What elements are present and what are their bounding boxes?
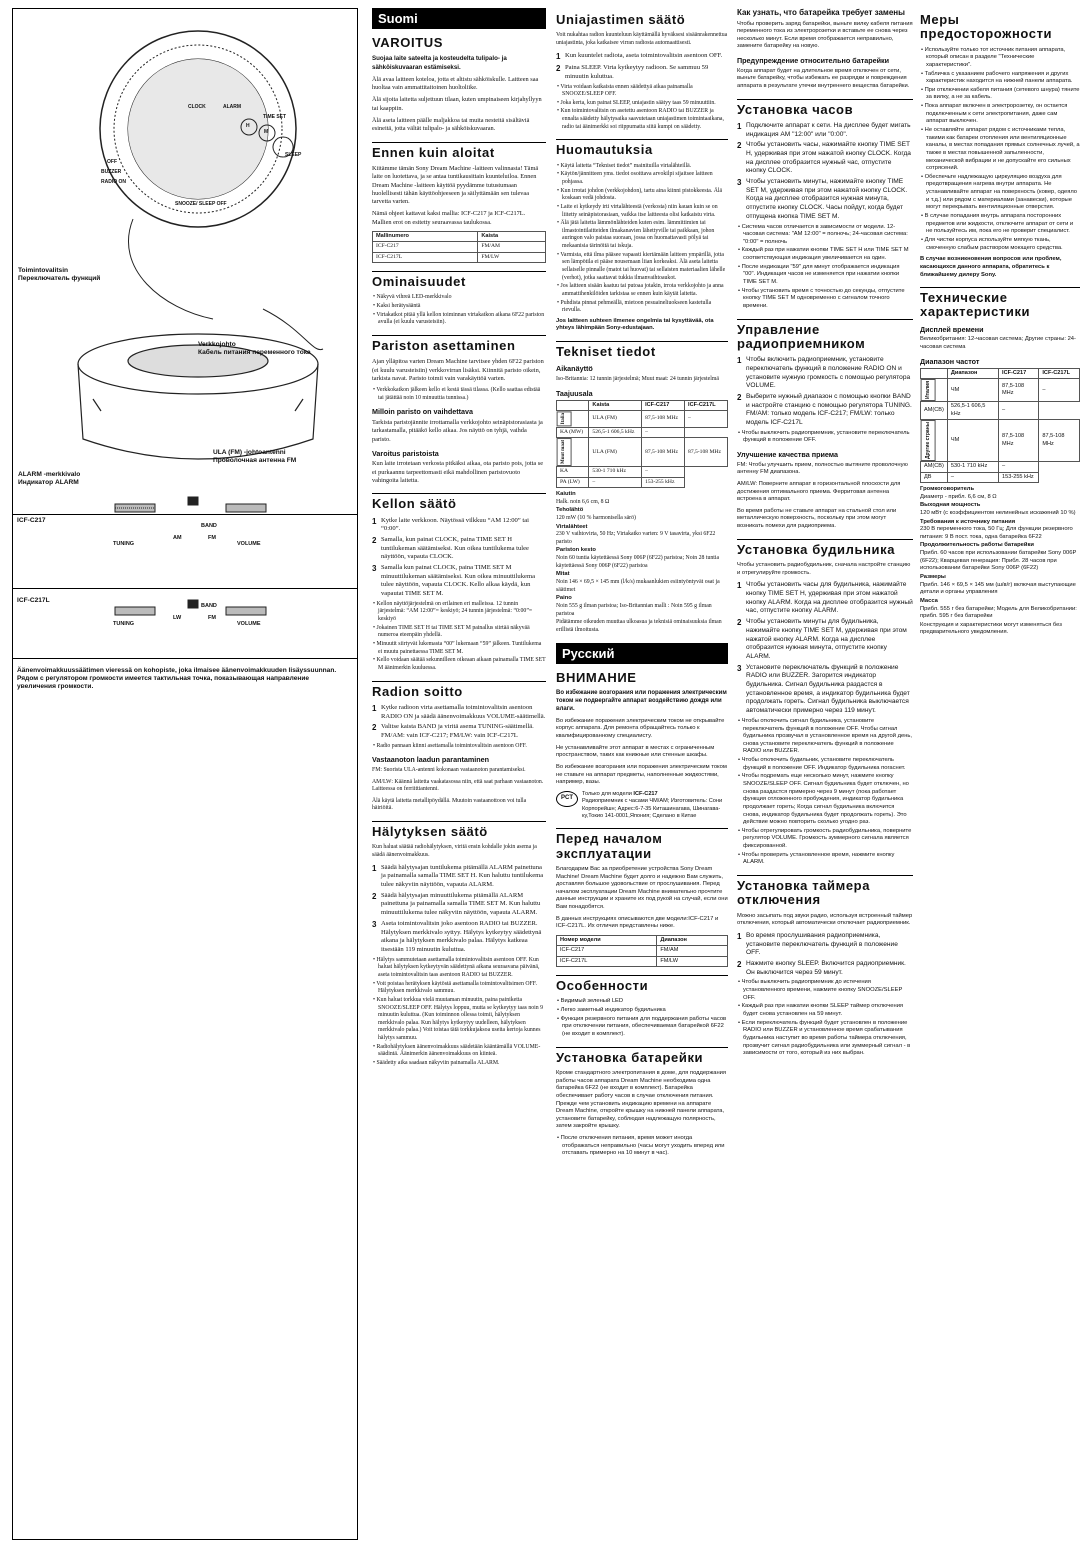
hour-button[interactable]: H [246, 123, 250, 129]
band-label: BAND [201, 523, 217, 529]
list-item: • Käytä laitetta “Tekniset tiedot” mainituilla virtalähteillä. [557, 162, 692, 169]
section-title: Radion soitto [372, 681, 546, 699]
step: 1 Чтобы включить радиоприемник, установите переключатель функций в положение RADIO ON и установите нужную громкость с помощью регулятора VOLUME. [737, 356, 911, 390]
list-item: • Система часов отличается в зависимости от модели. 12-часовая система: "AM 12:00" = полночь; 24-часовая система: "0:00" = полночь [738, 223, 908, 245]
paragraph: Jos laitteen suhteen ilmenee ongelmia tai kysyttävää, ota yhteys lähimpään Sony-edustajaan. [556, 317, 714, 332]
russian-column-1 [737, 8, 913, 1059]
lw-label: LW [173, 615, 182, 621]
step: 3 Установите переключатель функций в положение RADIO или BUZZER. Загорится индикатор будильника. Сигнал будильника раздастся в установленное время, а индикатор будильника будет продолжать гореть. Сигнал будильника выключается автоматически примерно через 119 минут. [737, 663, 910, 715]
table-header: ICF-C217 [999, 369, 1039, 379]
paragraph: FM: Чтобы улучшить прием, полностью вытяните проволочную антенну FM диапазона. [737, 461, 908, 476]
model-number: ICF-C217 [633, 790, 658, 797]
model-note: Только для модели [582, 790, 632, 797]
section-title: Uniajastimen säätö [556, 12, 686, 27]
list-item: • Чтобы отключить сигнал будильника, установите переключатель функций в положение OFF. Чтобы сигнал будильника прозвучал в установленное время на другой день, снова установите переключатель функций в положение RADIO или BUZZER. [738, 717, 913, 755]
radio-on-label: RADIO ON [101, 179, 126, 185]
volume-label: VOLUME [237, 621, 261, 627]
language-heading-fi: Suomi [372, 8, 546, 29]
sleep-button-label[interactable]: SLEEP [285, 152, 302, 158]
table-cell: FM/LW [478, 252, 546, 262]
step: 1 Во время прослушивания радиоприемника, установите переключатель функций в положение OFF. [737, 931, 898, 957]
section-title: Установка таймера отключения [737, 875, 913, 908]
volume-dot-caption: Äänenvoimakkuussäätimen vieressä on kohopiste, joka ilmaisee äänenvoimakkuuden lisäyssuunnan. Рядом с регулятором громкости имеется тактильная точка, показывающая направление увеличения громкости. [17, 667, 337, 691]
spec-label: Aikanäyttö [556, 364, 593, 374]
section-title: Меры предосторожности [920, 12, 1053, 42]
list-item: • Чтобы установить время с точностью до секунды, отпустите кнопку TIME SET M одновременно с сигналом точного времени. [738, 287, 905, 309]
paragraph: Во время работы не ставьте аппарат на стальной стол или металлическую поверхность, поскольку при этом могут возникать помехи для радиоприема. [737, 507, 897, 530]
table-row: Muut maat ULA (FM) 87,5-108 MHz 87,5-108 MHz [557, 438, 728, 467]
list-item: • Чтобы отрегулировать громкость радиобудильника, поверните регулятор VOLUME. Громкость зуммерного сигнала является фиксированной. [738, 827, 912, 850]
panel-model-2 [13, 597, 357, 659]
list-item: • В случае попадания внутрь аппарата посторонних предметов или жидкости, отключите аппарат от сети и не пользуйтесь им, пока его не проверит специалист. [921, 213, 1074, 235]
table-row: KA 530-1 710 kHz – [557, 467, 728, 477]
minute-button[interactable]: M [264, 129, 269, 135]
alarm-off-label: OFF [107, 159, 117, 165]
warning-lead: Во избежание возгорания или поражения электрическим током не подвергайте аппарат воздействию дождя или влаги. [556, 689, 727, 712]
step: 3 Чтобы установить минуты, нажимайте кнопку TIME SET M, удерживая при этом нажатой кнопку CLOCK. Когда на дисплее отобразится нужная минута, отпустите кнопку CLOCK. Часы пойдут, когда будет отпущена кнопка TIME SET M. [737, 178, 908, 220]
alarm-led-callout: ALARM -merkkivalo Индикатор ALARM [18, 471, 81, 487]
list-item: • Minuutit siirtyvät lukemasta “00” lukemaan “59” jälkeen. Tuntilukema ei muutu painettaessa TIME SET M. [373, 641, 542, 655]
step: 2 Чтобы установить часы, нажимайте кнопку TIME SET H, удерживая при этом нажатой кнопку CLOCK. Когда на дисплее отобразится нужный час, отпустите кнопку CLOCK. [737, 141, 911, 175]
frequency-table [556, 400, 728, 488]
step: 2 Säädä hälytysajan minuuttilukema pitämällä ALARM painettuna ja painamalla samalla TIME SET M. Kun haluttu minuuttilukema tulee näkyviin näyttöön, vapauta ALARM. [372, 891, 541, 917]
list-item: • Näkyvä vihreä LED-merkkivalo [373, 294, 452, 301]
paragraph: Благодарим Вас за приобретение устройства Sony Dream Machine! Dream Machine будет долго и надежно Вам служить, доставляя большое удовольствие от прослушивания. Перед началом эксплуатации Dream Machine внимательно прочтите данные инструкции и храните их под рукой на случай, если они Вам понадобятся. [556, 865, 728, 911]
section-title: Hälytyksen säätö [372, 821, 546, 839]
table-header: ICF-C217 [642, 401, 685, 411]
list-item: • После отключения питания, время может иногда отображаться неправильно (часы могут уходить вперед или отставать примерно на 10 минут в час). [557, 1135, 725, 1157]
section-title: Перед началом эксплуатации [556, 828, 728, 861]
table-row: ДВ – 153-255 kHz [921, 472, 1080, 482]
paragraph: Чтобы установить радиобудильник, сначала настройте станцию и отрегулируйте громкость. [737, 562, 911, 576]
paragraph: Кроме стандартного электропитания в доме, для поддержания работы часов аппарата Dream Machine необходима одна батарейка 6F22 (не входит в комплект). Батарейка обеспечивает работу часов в случае отключения питания. Прежде чем установить индикацию времени на аппарате Dream Machine, откройте крышку на нижней панели аппарата, установите батарейку, соблюдая надлежащую полярность, затем закройте крышку. [556, 1069, 727, 1130]
table-row: Другие страны ЧМ 87,5-108 MHz 87,5-108 MHz [921, 420, 1080, 462]
list-item: • Jokainen TIME SET H tai TIME SET M painallus siirtää näkyvää numeroa eteenpäin yhdellä. [373, 624, 530, 639]
section-title: Установка батарейки [556, 1047, 728, 1065]
fm-antenna-callout: ULA (FM) -johtoantenni Проволочная антенна FM [213, 449, 297, 465]
list-item: • Чтобы проверить установленное время, нажмите кнопку ALARM. [738, 851, 895, 866]
list-item: • Обеспечьте надлежащую циркуляцию воздуха для предотвращения нагрева внутри аппарата. Не устанавливайте аппарат на поверхность (ковер, одеяло и т.д.) или рядом с материалами (занавески), которые могут перекрывать вентиляционные отверстия. [921, 173, 1078, 211]
list-item: • После индикации "59" для минут отображается индикация "00". Индикация часов не изменяется при нажатии кнопки TIME SET M. [738, 263, 900, 286]
step: 1 Подключите аппарат к сети. На дисплее будет мигать индикация AM "12:00" или "0:00". [737, 121, 911, 138]
list-item: • Älä jätä laitetta lämmönlähteiden kuten esim. lämmittimien tai ilmastointilaitteiden ilmakanavien lähettyville tai paikkaan, johon auringon valo paistaa suoraan, jossa on huomattavasti pölyä tai mekaanisia tärinöitä tai iskuja. [557, 220, 715, 250]
section-title: Huomautuksia [556, 139, 728, 157]
step: 2 Выберите нужный диапазон с помощью кнопки BAND и настройте станцию с помощью регулятора TUNING. FM/AM: только модель ICF-C217; FM/LW: только модель ICF-C217L [737, 393, 912, 427]
list-item: • Легко заметный индикатор будильника [557, 1007, 666, 1014]
buzzer-label: BUZZER [101, 169, 122, 175]
list-item: • Virta voidaan katkaista ennen säädettyä aikaa painamalla SNOOZE/SLEEP OFF. [557, 83, 693, 98]
paragraph: Ajan ylläpitoa varten Dream Machine tarvitsee yhden 6F22 pariston (ei kuulu varusteisiin) verkkovirran lisäksi. Kiinnitä paristo oikein, tarkista navat. Paristo toimii vain varakäyttöä varten. [372, 358, 544, 382]
warning-paragraph: Во избежание возгорания или поражения электрическим током не ставьте на аппарат предметы, наполненные жидкостями, например, вазы. [556, 763, 727, 786]
region-cell: Muut maat [557, 438, 572, 466]
warning-paragraph: Не устанавливайте этот аппарат в местах с ограниченным пространством, таких как книжные или стенные шкафы. [556, 744, 715, 759]
paragraph: Älä käytä laitetta metallipöydällä. Muutoin vastaanottoon voi tulla häiriöitä. [372, 797, 527, 812]
paragraph: Kun haluat säätää radiohälytyksen, viritä ensin kohdalle jokin asema ja säädä äänenvoimakkuus. [372, 844, 537, 858]
list-item: • Kaksi herätysääntä [373, 303, 421, 310]
list-item: • Видимый зеленый LED [557, 998, 624, 1005]
spec-label: Диапазон частот [920, 356, 980, 366]
subsection-title: Varoitus paristoista [372, 448, 439, 458]
finnish-column-1 [372, 8, 546, 1069]
frequency-table [920, 368, 1080, 483]
warning-paragraph: Älä aseta laitteen päälle maljakkoa tai muita nesteitä sisältäviä esineitä, jotta vältät tulipalo- ja sähköiskuvaaran. [372, 117, 530, 133]
list-item: • Kun toimintovalitsin on asetettu asentoon RADIO tai BUZZER ja ennalta säädetty hälytysaika saavutetaan uniajastimen toimintaaikana, radio tai äänimerkki soi riippumatta siitä kumpi on säädetty. [557, 108, 724, 130]
list-item: • Функция резервного питания для поддержания работы часов при отключении питания, обеспечиваемая батарейкой 6F22 (не входит в комплект). [557, 1015, 727, 1038]
section-title: Pariston asettaminen [372, 335, 546, 353]
section-title: Ennen kuin aloitat [372, 142, 546, 160]
list-item: • Не оставляйте аппарат рядом с источниками тепла, такими как батареи отопления или вентиляционные каналы, в местах попадания прямых солнечных лучей, а также в местах повышенной запыленности, механической вибрации и не допускайте его сильных сотрясений. [921, 127, 1080, 172]
model-2-label: ICF-C217L [17, 597, 50, 604]
snooze-button-label[interactable]: SNOOZE/ SLEEP OFF [175, 201, 227, 207]
table-cell: ICF-C217L [373, 252, 478, 262]
dial-alarm-label: ALARM [223, 104, 242, 110]
russian-column-2 [920, 8, 1080, 641]
dial-clock-label: CLOCK [188, 104, 206, 110]
paragraph: В случае возникновения вопросов или проблем, касающихся данного аппарата, обратитесь к ближайшему дилеру Sony. [920, 256, 1062, 278]
warning-lead: Suojaa laite sateelta ja kosteudelta tulipalo- ja sähköiskuvaaran estämiseksi. [372, 55, 507, 71]
paragraph: Kun laite irrotetaan verkosta pitkäksi aikaa, ota paristo pois, jotta se ei purkaannu tarpeettomasti eikä mahdollinen paristovuoto vahingoita laitetta. [372, 460, 544, 484]
section-title: Особенности [556, 975, 728, 993]
section-title: Установка часов [737, 99, 913, 117]
list-item: • Hälytys sammutetaan asettamalla toimintovalitsin asentoon OFF. Kun haluat hälytyksen kytkeytyvän säädettynä aikana seuraavana päivänä, aseta toimintovalitsin taas asentoon RADIO tai BUZZER. [373, 956, 540, 978]
list-item: • Säädetty aika saadaan näkyviin painamalla ALARM. [373, 1060, 500, 1066]
table-cell: ICF-C217 [373, 242, 478, 252]
spec-label: Дисплей времени [920, 324, 984, 334]
list-item: • Kun irrotat johdon (verkkojohdon), tartu aina kiinni pistokkeesta. Älä koskaan vedä johdosta. [557, 187, 723, 202]
table-row: PA (LW) – 153-255 kHz [557, 477, 728, 487]
dial-time-set-label: TIME SET [263, 114, 287, 120]
step: 1 Säädä hälytysajan tuntilukema pitämällä ALARM painettuna ja painamalla samalla TIME SET H. Kun haluttu tuntilukema tulee näkyviin näyttöön, vapauta ALARM. [372, 863, 544, 889]
spec-value: Iso-Britannia: 12 tunnin järjestelmä; Muut maat: 24 tunnin järjestelmä [556, 375, 719, 382]
warning-paragraph: Во избежание поражения электрическим током не открывайте корпус аппарата. Для ремонта обращайтесь только к квалифицированному специалисту. [556, 717, 725, 739]
step: 2 Нажмите кнопку SLEEP. Включится радиоприемник. Он выключится через 59 минут. [737, 960, 906, 976]
spec-list: Kaiutin Halk. noin 6,6 cm, 8 Ω Teholähtö 120 mW (10 % harmonisella särö) Virtalähteet 230 V vaihtovirta, 50 Hz; Virtakatko varten: 9 V tasavirta, yksi 6F22 paristo Pariston kesto Noin 60 tuntia käytettäessä Sony 006P (6F22) paristoa; Noin 28 tuntia käytettäessä Sony 006P (6F22) paristoa Mitat Noin 146 × 69,5 × 145 mm (l/k/s) mukaanlukien esiintyöntyvät osat ja säätimet Paino Noin 555 g ilman paristoa; Iso-Britannian malli : Noin 595 g ilman paristoa [556, 490, 720, 617]
table-header: Номер модели [557, 936, 657, 946]
list-item: • Radiohälytyksen äänenvoimakkuus säädetään kääntämällä VOLUME-säädintä. Äänimerkin äänenvoimakkuus on kiinteä. [373, 1043, 541, 1058]
list-item: • Kellon näyttöjärjestelmä on erilainen eri malleissa. 12 tunnin järjestelmä: “AM 12:00”= keskiyö; 24 tunnin järjestelmä: “0:00”= keskiyö [373, 600, 533, 623]
step: 1 Чтобы установить часы для будильника, нажимайте кнопку TIME SET H, удерживая при этом нажатой кнопку ALARM. Когда на дисплее отобразится нужный час, отпустите кнопку ALARM. [737, 581, 913, 615]
paragraph: AM/LW: Поверните аппарат в горизонтальной плоскости для достижения оптимального приема. Ферритовая антенна встроена в аппарат. [737, 480, 901, 503]
list-item: • Используйте только тот источник питания аппарата, который описан в разделе "Технические характеристики". [921, 46, 1066, 68]
list-item: • Kun haluat torkkua vielä muutaman minuutin, paina painiketta SNOOZE/SLEEP OFF. Hälytys loppuu, mutta se kytkeytyy taas noin 9 minuutin kuluttua. (Kun toiminnon ollessa toimii, hälytyksen merkkivalo palaa. Kun hälytys kytkeytyy uudelleen, hälytyksen merkkivalo palaa.) Voit toistaa tätä torkkujaksoa useita kertoja kunnes hälytys sammuu. [373, 996, 544, 1042]
step: 2 Valitse kaista BAND ja viritä asema TUNING-säätimellä. FM/AM: vain ICF-C217; FM/LW: vain ICF-C217L [372, 723, 534, 740]
list-item: • Чтобы выключить радиоприемник до истечения установленного времени, нажмите кнопку SNOOZE/SLEEP OFF. [738, 979, 903, 1001]
section-title: Установка будильника [737, 539, 913, 557]
fm-label: FM [208, 615, 216, 621]
table-header: ICF-C217L [1039, 369, 1080, 379]
paragraph: Kiitämme tämän Sony Dream Machine -laitteen valinnasta! Tämä laite on luotettava, ja se antaa tuntikausittain kuunteluiloa. Ennen Dream Machine -laitteen käyttöä pyydämme tutustumaan huolellisesti tähän käyttöohjeeseen ja säilyttämään sen tulevaa tarvetta varten. [372, 164, 539, 206]
list-item: • Для чистки корпуса используйте мягкую ткань, смоченную слабым раствором моющего средства. [921, 236, 1063, 251]
band-label: BAND [201, 603, 217, 609]
paragraph: FM: Suorista ULA-antenni kokonaan vastaanoton parantamiseksi. [372, 766, 526, 773]
spec-list: Громкоговоритель Диаметр - прибл. 6,6 см, 8 Ω Выходная мощность 120 мВт (с коэффициентом нелинейных искажений 10 %) Требования к источнику питания 230 В переменного тока, 50 Гц; Для функции резервного питания: 9 В пост. тока, одна батарейка 6F22 Продолжительность работы батарейки Прибл. 60 часов при использовании батарейки Sony 006P (6F22); Кварцевая генерация: Прибл. 28 часов при использовании батарейки Sony 006P (6F22) Размеры Прибл. 146 × 69,5 × 145 мм (ш/в/г) включая выступающие детали и органы управления Масса Прибл. 555 г без батарейки; Модель для Великобритании: прибл. 595 г без батарейки [920, 485, 1077, 620]
tuning-label: TUNING [113, 541, 135, 547]
volume-label: VOLUME [237, 541, 261, 547]
paragraph: Pidätämme oikeuden muuttaa ulkoasua ja teknisiä ominaisuuksia ilman erillistä ilmoitusta. [556, 619, 722, 633]
table-row [373, 252, 546, 262]
section-title: Технические характеристики [920, 287, 1080, 320]
table-header: Диапазон [947, 369, 998, 379]
list-item: • Пока аппарат включен в электророзетку, он остается подключенным к сети электропитания, даже сам аппарат выключен. [921, 103, 1068, 125]
list-item: • Verkkokatkon jälkeen kello ei kestä tässä tilassa. (Kello saattaa edistää tai jätättää noin 10 minuuttia tunnissa.) [373, 387, 541, 401]
paragraph: Nämä ohjeet kattavat kaksi mallia: ICF-C217 ja ICF-C217L. Mallien erot on esitetty seuraavassa taulukossa. [372, 210, 526, 226]
list-item: • Каждый раз при нажатии кнопки SLEEP таймер отключения будет снова установлен на 59 минут. [738, 1003, 904, 1017]
paragraph: Voit nukahtaa radion kuunteluun käyttämällä hyväksesi sisäänrakennettua uniajastinta, joka katkaisee virran radiosta automaattisesti. [556, 32, 728, 46]
section-title: Ominaisuudet [372, 271, 546, 289]
paragraph: Конструкция и характеристики могут изменяться без предварительного уведомления. [920, 621, 1062, 636]
table-header: Диапазон [657, 936, 728, 946]
list-item: • Käytön/jännitteen yms. tiedot osoittava arvokilpi sijaitsee laitteen pohjassa. [557, 171, 713, 185]
paragraph: AM/LW: Käännä laitetta vaakatasossa niin, että saat parhaan vastaanoton. Laitteessa on ferriittiantenni. [372, 778, 544, 793]
step: 2 Samalla, kun painat CLOCK, paina TIME SET H tuntilukeman säätämiseksi. Kun oikea tuntilukema tulee näyttöön, vapauta CLOCK. [372, 535, 529, 561]
antenna-lead [128, 219, 323, 350]
step: 2 Paina SLEEP. Virta kytkeytyy radioon. Se sammuu 59 minuutin kuluttua. [556, 64, 709, 80]
band-panel-1 [115, 497, 266, 512]
spec-label: Taajuusala [556, 388, 593, 398]
region-cell: Italia [557, 411, 572, 426]
step: 3 Samalla kun painat CLOCK, paina TIME SET M minuuttilukeman säätämiseksi. Kun oikea minuuttilukema tulee näyttöön, vapauta CLOCK. Kello alkaa käydä, kun vapautat TIME SET M. [372, 564, 536, 598]
language-heading-ru: Русский [556, 643, 728, 664]
subsection-title: Vastaanoton laadun parantaminen [372, 755, 490, 765]
list-item: • Табличка с указанием рабочего напряжения и других характеристик находится на нижней панели аппарата. [921, 70, 1073, 85]
region-cell: Другие страны [921, 420, 936, 461]
step: 3 Aseta toimintovalitsin joko asentoon RADIO tai BUZZER. Hälytyksen merkkivalo syttyy. Hälytys kytkeytyy säädettynä aikana ja hälytyksen merkkivalo palaa. Hälytys katkeaa itsestään 119 minuutin kuluttua. [372, 919, 542, 953]
ac-cord-callout: Verkkojohto Кабель питания переменного тока [198, 341, 311, 357]
model-1-label: ICF-C217 [17, 517, 46, 524]
paragraph: Tarkista paristojännite irrottamalla verkkojohto seinäpistorasiasta ja tarkastamalla, pitääkö kello aikaa. Jos näyttö on tyhjä, vaihda paristo. [372, 418, 543, 443]
spec-value: Великобритания: 12-часовая система; Другие страны: 24-часовая система [920, 336, 1076, 350]
certification-block [556, 791, 728, 821]
list-item: • Jos laitteen sisään kaatuu tai putoaa jotakin, irrota verkkojohto ja anna ammattihenkilöiden tarkistaa se ennen kuin käytät laitetta. [557, 283, 724, 297]
table-row: ICF-C217L FM/LW [557, 956, 728, 966]
step: 2 Чтобы установить минуты для будильника, нажимайте кнопку TIME SET M, удерживая при этом нажатой кнопку ALARM. Когда на дисплее отобразится нужная минута, отпустите кнопку ALARM. [737, 618, 907, 660]
table-row: AM(СВ) 530-1 710 kHz – [921, 462, 1080, 472]
warning-paragraph: Älä avaa laitteen koteloa, jotta et altistu sähköiskulle. Laitteen saa huoltaa vain ammattitaitoinen huoltoliike. [372, 75, 539, 92]
table-cell: FM/AM [478, 242, 546, 252]
section-title: Управление радиоприемником [737, 319, 913, 352]
panel-model-1 [13, 514, 357, 589]
fm-label: FM [208, 535, 216, 541]
list-item: • Joka kerta, kun painat SLEEP, uniajastin säätyy taas 59 minuuttiin. [557, 99, 716, 106]
tuning-label: TUNING [113, 621, 135, 627]
table-header: Kaista [478, 231, 546, 241]
paragraph: Можно засыпать под звуки радио, используя встроенный таймер отключения, который автоматически отключает радиоприемник. [737, 912, 913, 927]
subsection-title: Улучшение качества приема [737, 450, 838, 460]
model-table [556, 935, 728, 967]
paragraph: В данных инструкциях описываются две модели:ICF-C217 и ICF-C217L. Их отличия представлены ниже. [556, 915, 719, 930]
table-header: Kaista [589, 401, 642, 411]
list-item: • Virtakatkot pitää yllä kellon toiminnan virtakatkon aikana 6F22 pariston avulla (ei kuulu varusteisiin). [373, 311, 545, 326]
table-row: ICF-C217 FM/AM [557, 946, 728, 956]
pct-mark-icon: PCT [556, 791, 578, 807]
function-switch-callout: Toimintovalitsin Переключатель функций [18, 267, 101, 283]
warning-title: VAROITUS [372, 35, 444, 51]
list-item: • При отключении кабеля питания (сетевого шнура) тяните за вилку, а не за кабель. [921, 86, 1080, 101]
subsection-title: Milloin paristo on vaihdettava [372, 407, 474, 417]
table-row: KA (MW) 526,5-1 606,5 kHz – [557, 427, 728, 437]
step: 1 Kytke radioon virta asettamalla toimintovalitsin asentoon RADIO ON ja säädä äänenvoimakkuus VOLUME-säätimellä. [372, 703, 546, 720]
region-cell: Италия [921, 379, 936, 401]
table-header: Mallinumero [373, 231, 478, 241]
table-row: AM(СВ) 526,5-1 606,5 kHz – [921, 402, 1080, 420]
list-item: • Каждый раз при нажатии кнопки TIME SET H или TIME SET M соответствующая индикация увеличивается на один. [738, 247, 909, 262]
manufacturer-info: Радиоприемник с часами ЧМ/АМ; Изготовитель: Сони Корпорейшн; Адрес:6-7-35 Киташинагава, Шинагава-ку,Токио 141-0001,Япония; Сделано в Китае [582, 798, 723, 819]
list-item: • Если переключатель функций будет установлен в положение RADIO или BUZZER и установленное время срабатывания будильника наступит во время работы таймера отключения, прозвучит сигнал радиобудильника или зуммерный сигнал - в зависимости от того, который из них выбран. [738, 1019, 911, 1057]
list-item: • Чтобы выключить радиоприемник, установите переключатель функций в положение OFF. [738, 429, 910, 444]
list-item: • Чтобы подремать еще несколько минут, нажмите кнопку SNOOZE/SLEEP OFF. Сигнал будильника будет отключен, но снова раздастся примерно через 9 минут (пока работает функция отложенного пробуждения, индикатор будильника продолжает гореть; Когда сигнал будильника включится снова, индикатор будильника будет продолжать гореть). Это действие можно повторить сколько угодно раз. [738, 773, 909, 826]
list-item: • Varmista, että ilma pääsee vapaasti kiertämään laitteen ympärillä, jotta sen lämpötila ei pääse nousemaan liian korkeaksi. Älä aseta laitetta sellaiselle pinnalle (matot tai huovat) tai sellaisten materiaalien lähelle (verhot), jotka saattavat tukkia ilmanvaihtoaukot. [557, 251, 726, 281]
list-item: • Чтобы отключить будильник, установите переключатель функций в положение OFF. Индикатор будильника погаснет. [738, 757, 906, 771]
am-label: AM [173, 535, 182, 541]
figure-panel [12, 8, 358, 1540]
warning-paragraph: Älä sijoita laitetta suljettuun tilaan, kuten umpinaiseen kirjahyllyyn tai kaappiin. [372, 96, 542, 112]
table-row [373, 242, 546, 252]
table-header: ICF-C217L [685, 401, 728, 411]
model-table [372, 231, 546, 263]
section-title: Kellon säätö [372, 493, 546, 511]
step: 1 Kun kuuntelet radiota, aseta toimintovalitsin asentoon OFF. [556, 51, 723, 61]
list-item: • Kello voidaan säätää sekunnilleen oikeaan aikaan painamalla TIME SET M äänimerkin kuuluessa. [373, 657, 546, 671]
warning-title: ВНИМАНИЕ [556, 669, 637, 685]
subsection-title: Как узнать, что батарейка требует замены [737, 8, 905, 17]
table-row: Италия ЧМ 87,5-108 MHz – [921, 379, 1080, 402]
paragraph: Чтобы проверить заряд батарейки, выньте вилку кабеля питания переменного тока из электророзетки и вставьте ее снова через несколько минут. Если время отображается неправильно, замените батарейку на новую. [737, 20, 913, 50]
list-item: • Laite ei kytkeydy irti virtalähteestä (verkosta) niin kauan kuin se on liitetty seinäpistorasiaan, vaikka itse laitteesta olisi katkaistu virta. [557, 203, 718, 218]
subsection-title: Предупреждение относительно батарейки [737, 56, 890, 66]
step: 1 Kytke laite verkkoon. Näytössä vilkkuu “AM 12:00” tai “0:00”. [372, 516, 529, 533]
paragraph: Когда аппарат будет на длительное время отключен от сети, выньте батарейку, чтобы избежать ее разрядки и повреждения аппарата в результате утечки внутреннего вещества батарейки. [737, 67, 910, 89]
list-item: • Radio pannaan kiinni asettamalla toimintovalitsin asentoon OFF. [373, 742, 527, 749]
table-row: Italia ULA (FM) 87,5-108 MHz – [557, 411, 728, 427]
finnish-column-2 [556, 8, 728, 1159]
section-title: Tekniset tiedot [556, 341, 728, 359]
list-item: • Voit poistaa herätyksen käytöstä asettamalla toimintovalitsimen OFF. Hälytyksen merkkivalo sammuu. [373, 980, 537, 995]
list-item: • Puhdista pinnat pehmeällä, mietoon pesuaineliuokseen kastetulla rievulla. [557, 299, 712, 314]
